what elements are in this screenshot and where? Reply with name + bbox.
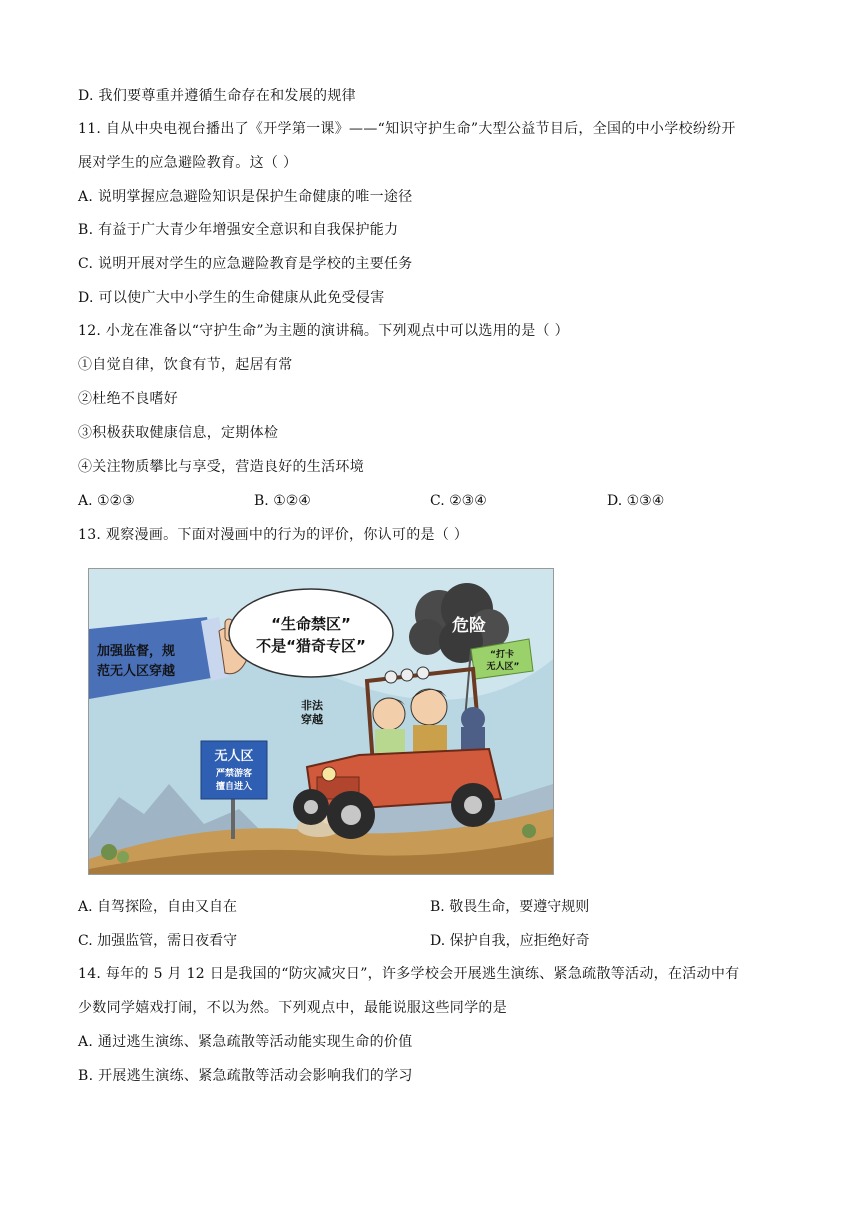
q12-option-a: A. ①②③ [78,493,135,509]
q12-statement-4: ④关注物质攀比与享受，营造良好的生活环境 [78,459,364,475]
q11-option-a: A. 说明掌握应急避险知识是保护生命健康的唯一途径 [78,189,413,205]
illegal-line2: 穿越 [301,713,323,726]
illegal-line1: 非法 [301,699,323,712]
q12-option-c: C. ②③④ [430,493,487,509]
q14-option-b: B. 开展逃生演练、紧急疏散等活动会影响我们的学习 [78,1068,413,1084]
sign-title: 无人区 [214,749,254,764]
cartoon-illustration [88,568,554,875]
sign-line2: 擅自进入 [215,782,253,792]
q12-option-b: B. ①②④ [254,493,311,509]
flag-line1: “打卡 [490,650,514,660]
q11-option-b: B. 有益于广大青少年增强安全意识和自我保护能力 [78,222,399,238]
q11-option-c: C. 说明开展对学生的应急避险教育是学校的主要任务 [78,256,413,272]
sleeve-text-line1: 加强监督，规 [97,644,176,659]
sleeve-text-line2: 范无人区穿越 [97,664,176,679]
bubble-line1: “生命禁区” [271,615,351,633]
sign-line1: 严禁游客 [215,769,253,779]
q11-stem-line1: 11. 自从中央电视台播出了《开学第一课》——“知识守护生命”大型公益节目后，全国的中小学校纷纷开 [78,121,736,137]
q12-option-d: D. ①③④ [607,493,665,509]
q13-option-a: A. 自驾探险，自由又自在 [78,899,238,915]
q10-option-d: D. 我们要尊重并遵循生命存在和发展的规律 [78,88,356,104]
q13-stem: 13. 观察漫画。下面对漫画中的行为的评价，你认可的是（ ） [78,527,469,543]
q12-statement-2: ②杜绝不良嗜好 [78,391,179,407]
q14-option-a: A. 通过逃生演练、紧急疏散等活动能实现生命的价值 [78,1034,413,1050]
q12-stem: 12. 小龙在准备以“守护生命”为主题的演讲稿。下列观点中可以选用的是（ ） [78,323,569,339]
q13-option-b: B. 敬畏生命，要遵守规则 [430,899,590,915]
q12-statement-3: ③积极获取健康信息，定期体检 [78,425,279,441]
bubble-line2: 不是“猎奇专区” [256,637,366,655]
q14-stem-line2: 少数同学嬉戏打闹，不以为然。下列观点中，最能说服这些同学的是 [78,1000,507,1016]
q13-option-d: D. 保护自我，应拒绝好奇 [430,933,590,949]
q12-statement-1: ①自觉自律，饮食有节，起居有常 [78,357,293,373]
cloud-text: 危险 [452,616,486,636]
q14-stem-line1: 14. 每年的 5 月 12 日是我国的“防灾减灾日”，许多学校会开展逃生演练、紧急疏散等活动，在活动中有 [78,966,740,982]
flag-line2: 无人区” [486,662,520,672]
q11-stem-line2: 展对学生的应急避险教育。这（ ） [78,155,298,171]
q13-option-c: C. 加强监管，需日夜看守 [78,933,238,949]
q11-option-d: D. 可以使广大中小学生的生命健康从此免受侵害 [78,290,385,306]
